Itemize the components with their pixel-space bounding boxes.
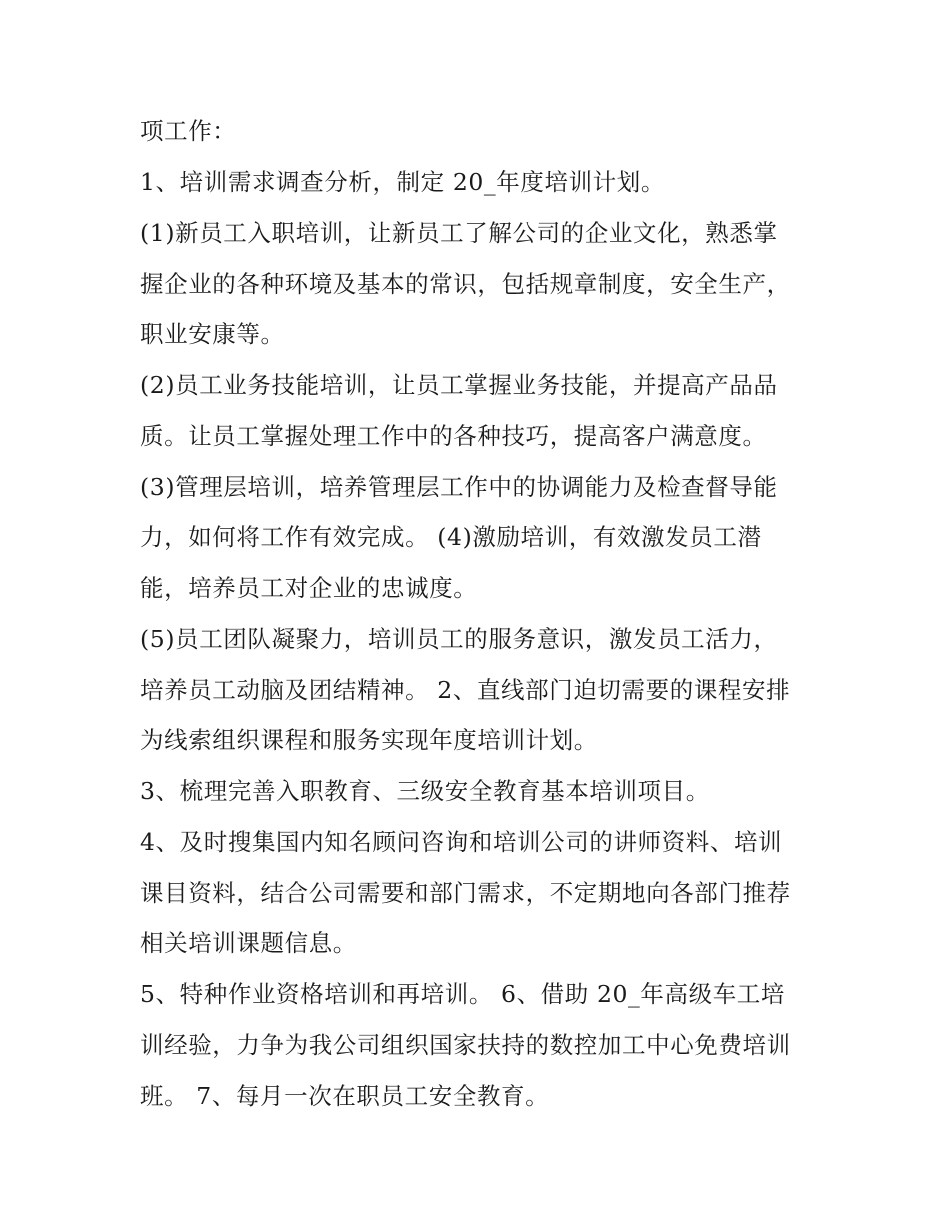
text-line: (3)管理层培训，培养管理层工作中的协调能力及检查督导能 (140, 473, 778, 501)
text-line: (1)新员工入职培训，让新员工了解公司的企业文化，熟悉掌 (140, 219, 778, 247)
text-line: 为线索组织课程和服务实现年度培训计划。 (140, 726, 598, 754)
text-line: 培养员工动脑及团结精神。 2、直线部门迫切需要的课程安排 (140, 676, 791, 704)
text-line: 握企业的各种环境及基本的常识，包括规章制度，安全生产， (140, 270, 791, 298)
text-line: 4、及时搜集国内知名顾问咨询和培训公司的讲师资料、培训 (140, 828, 783, 856)
text-line: 质。让员工掌握处理工作中的各种技巧，提高客户满意度。 (140, 422, 767, 450)
text-line: 5、特种作业资格培训和再培训。 6、借助 20_年高级车工培 (140, 980, 785, 1008)
text-line: 班。 7、每月一次在职员工安全教育。 (140, 1082, 550, 1110)
text-line: (5)员工团队凝聚力，培训员工的服务意识，激发员工活力， (140, 625, 778, 653)
text-line: 训经验，力争为我公司组织国家扶持的数控加工中心免费培训 (140, 1031, 791, 1059)
text-line: 力，如何将工作有效完成。 (4)激励培训，有效激发员工潜 (140, 523, 762, 551)
text-line: 3、梳理完善入职教育、三级安全教育基本培训项目。 (140, 777, 710, 805)
text-line: 相关培训课题信息。 (140, 929, 357, 957)
text-line: 1、培训需求调查分析，制定 20_年度培训计划。 (140, 168, 665, 196)
text-line: 项工作： (140, 117, 237, 145)
text-line: 课目资料，结合公司需要和部门需求，不定期地向各部门推荐 (140, 879, 791, 907)
text-line: 职业安康等。 (140, 320, 285, 348)
text-line: (2)员工业务技能培训，让员工掌握业务技能，并提高产品品 (140, 371, 778, 399)
text-line: 能，培养员工对企业的忠诚度。 (140, 574, 478, 602)
